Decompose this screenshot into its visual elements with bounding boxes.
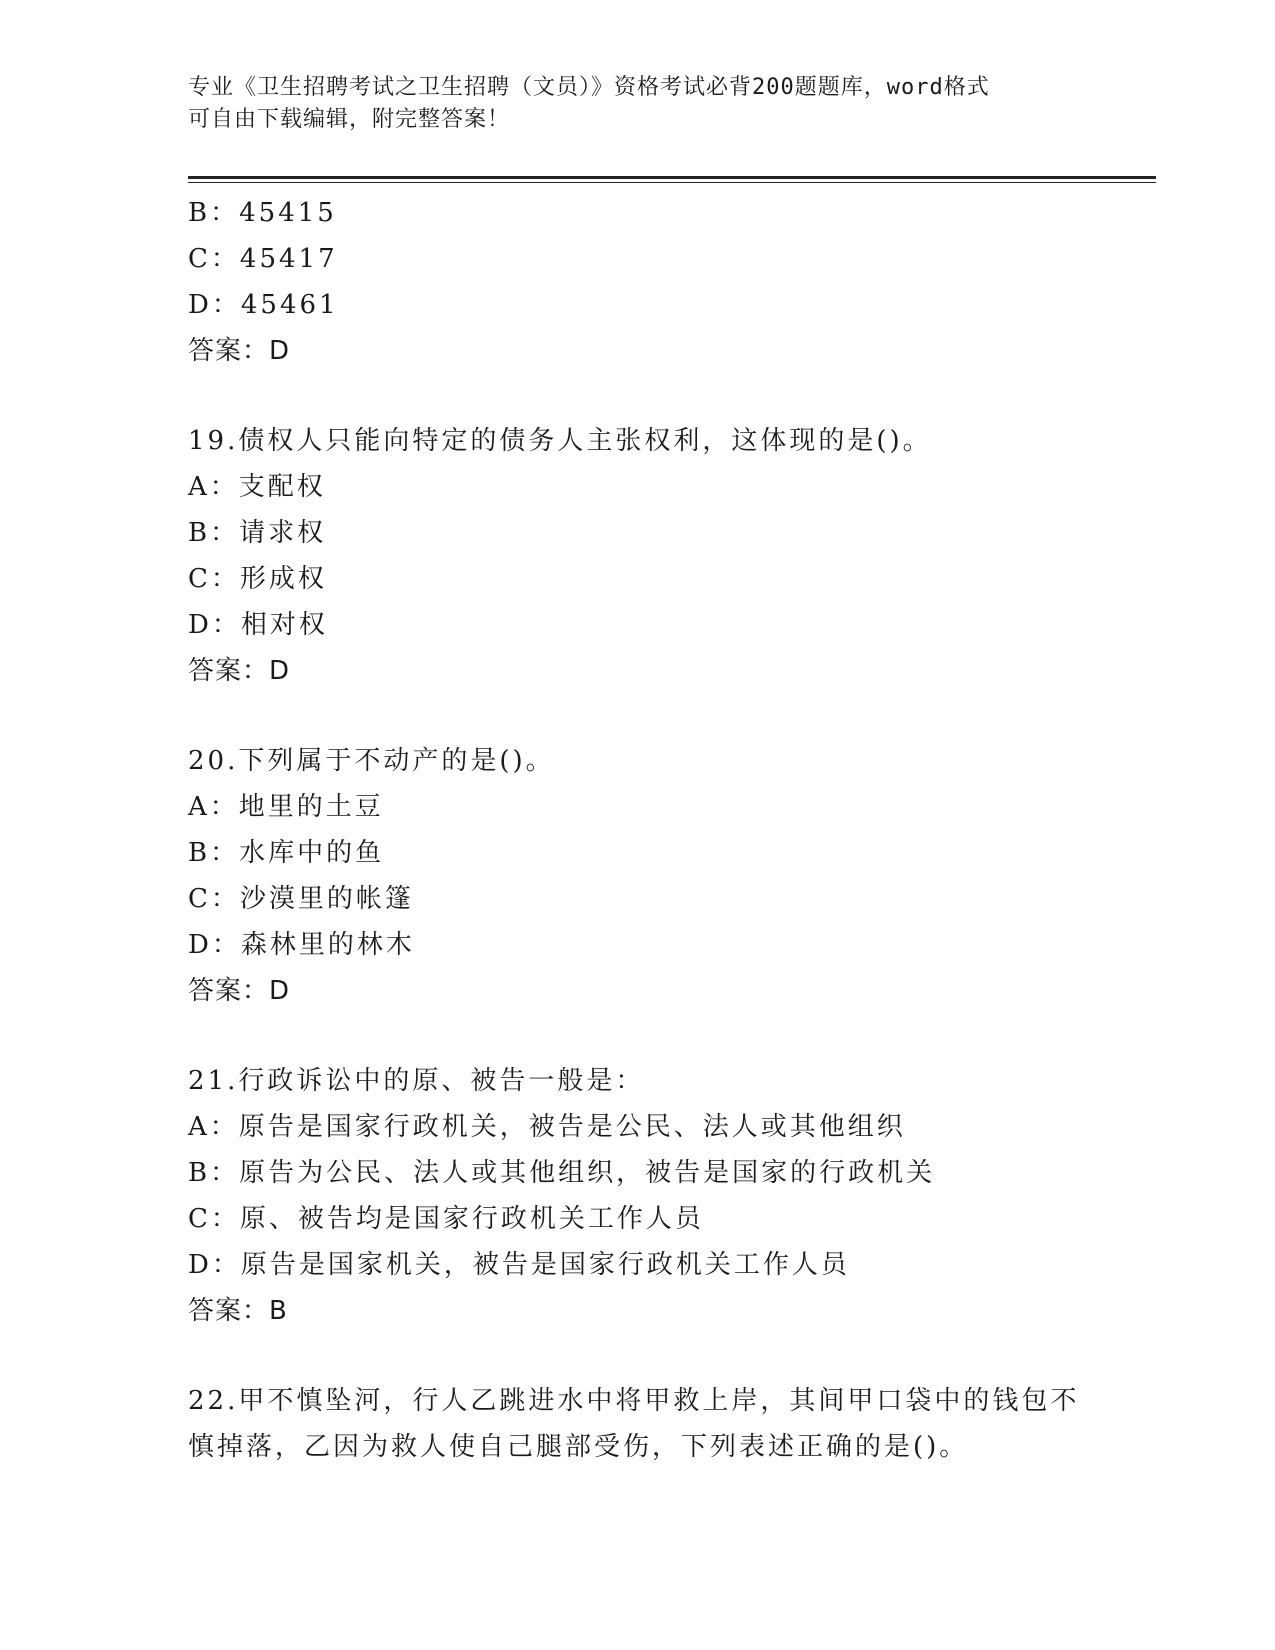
option-label: B： [188, 518, 240, 548]
option-label: D： [188, 1250, 241, 1280]
question-22 [188, 1378, 1148, 1470]
option-text: 45415 [239, 198, 337, 228]
option-text: 支配权 [238, 472, 326, 502]
option-label: B： [188, 198, 240, 228]
option-b [188, 1150, 1148, 1196]
option-b [188, 830, 1148, 876]
option-d [188, 602, 1148, 648]
option-label: C： [188, 564, 240, 594]
option-a [188, 784, 1148, 830]
question-18-continued [188, 190, 1148, 374]
option-d [188, 1242, 1148, 1288]
document-body [188, 190, 1148, 1470]
option-text: 水库中的鱼 [239, 838, 385, 868]
option-b [188, 190, 1148, 236]
question-stem: 19.债权人只能向特定的债务人主张权利，这体现的是()。 [188, 426, 932, 456]
question-19 [188, 418, 1148, 694]
option-label: C： [188, 244, 240, 274]
header-rule-thin [188, 182, 1156, 183]
option-text: 相对权 [240, 610, 328, 640]
option-c [188, 876, 1148, 922]
option-text: 原、被告均是国家行政机关工作人员 [239, 1204, 704, 1234]
question-stem-line-2: 慎掉落，乙因为救人使自己腿部受伤，下列表述正确的是()。 [188, 1432, 969, 1462]
option-label: D： [188, 610, 241, 640]
option-text: 原告是国家机关，被告是国家行政机关工作人员 [240, 1250, 850, 1280]
header-rule-thick [188, 176, 1156, 179]
answer-line: 答案：B [188, 1296, 288, 1326]
option-label: A： [188, 472, 239, 502]
option-text: 请求权 [239, 518, 327, 548]
option-label: A： [188, 1112, 239, 1142]
option-label: C： [188, 884, 240, 914]
option-text: 原告是国家行政机关，被告是公民、法人或其他组织 [238, 1112, 906, 1142]
option-text: 45461 [240, 290, 339, 320]
option-label: C： [188, 1204, 240, 1234]
option-c [188, 1196, 1148, 1242]
answer-line: 答案：D [188, 336, 291, 366]
option-text: 45417 [239, 244, 338, 274]
option-label: D： [188, 930, 241, 960]
option-label: B： [188, 1158, 240, 1188]
question-21 [188, 1058, 1148, 1334]
option-text: 形成权 [239, 564, 327, 594]
answer-line: 答案：D [188, 976, 291, 1006]
question-20 [188, 738, 1148, 1014]
option-a [188, 1104, 1148, 1150]
header-line-1: 专业《卫生招聘考试之卫生招聘（文员）》资格考试必背200题题库，word格式 [188, 75, 990, 100]
question-stem: 21.行政诉讼中的原、被告一般是： [188, 1066, 645, 1096]
question-stem: 20.下列属于不动产的是()。 [188, 746, 555, 776]
answer-line: 答案：D [188, 656, 291, 686]
document-header [188, 72, 1088, 136]
option-b [188, 510, 1148, 556]
option-text: 原告为公民、法人或其他组织，被告是国家的行政机关 [239, 1158, 936, 1188]
option-label: A： [188, 792, 239, 822]
option-d [188, 922, 1148, 968]
option-c [188, 236, 1148, 282]
option-text: 森林里的林木 [240, 930, 415, 960]
question-stem-line-1: 22.甲不慎坠河，行人乙跳进水中将甲救上岸，其间甲口袋中的钱包不 [188, 1386, 1080, 1416]
option-a [188, 464, 1148, 510]
option-label: B： [188, 838, 240, 868]
header-line-2: 可自由下载编辑，附完整答案！ [188, 107, 511, 132]
option-c [188, 556, 1148, 602]
option-label: D： [188, 290, 241, 320]
option-text: 沙漠里的帐篷 [239, 884, 414, 914]
option-text: 地里的土豆 [238, 792, 384, 822]
option-d [188, 282, 1148, 328]
